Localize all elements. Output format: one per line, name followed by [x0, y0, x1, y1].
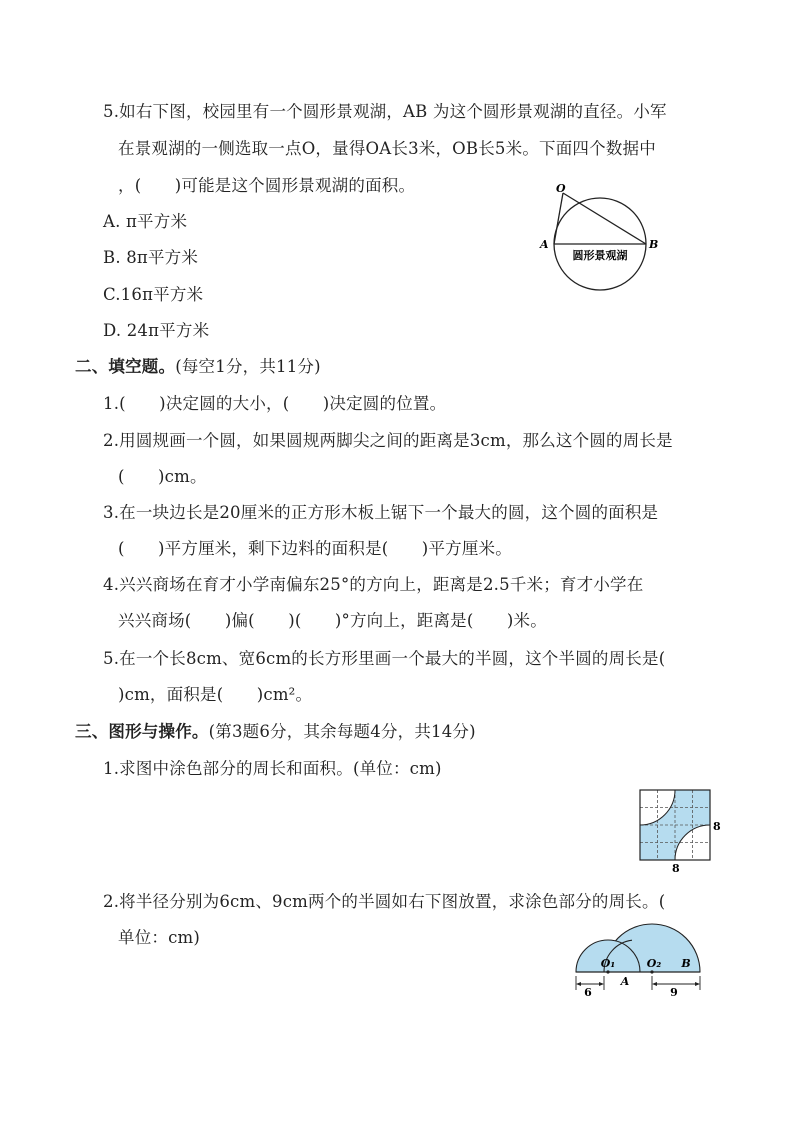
s2-q2-line-1: 2.用圆规画一个圆，如果圆规两脚尖之间的距离是3cm，那么这个圆的周长是 [103, 431, 673, 450]
q5-line-1: 5.如右下图，校园里有一个圆形景观湖，AB 为这个圆形景观湖的直径。小军 [103, 102, 667, 121]
q5-option-c: C.16π平方米 [103, 285, 204, 304]
s2-q4-line-1: 4.兴兴商场在育才小学南偏东25°的方向上，距离是2.5千米；育才小学在 [103, 575, 644, 594]
s2-q3-line-1: 3.在一块边长是20厘米的正方形木板上锯下一个最大的圆，这个圆的面积是 [103, 503, 659, 522]
radius-6-label: 6 [584, 986, 592, 998]
q5-line-3: ，( )可能是这个圆形景观湖的面积。 [118, 176, 416, 195]
label-o1: O₁ [600, 957, 616, 970]
bottom-length-label: 8 [672, 862, 680, 874]
label-o: O [556, 182, 566, 195]
s3-q2-line-1: 2.将半径分别为6cm、9cm两个的半圆如右下图放置，求涂色部分的周长。( [103, 892, 666, 911]
s2-q1: 1.( )决定圆的大小，( )决定圆的位置。 [103, 394, 447, 413]
side-length-label: 8 [713, 820, 721, 833]
radius-9-label: 9 [670, 986, 678, 998]
label-a: A [540, 238, 549, 251]
s2-q5-line-2: )cm，面积是( )cm²。 [118, 685, 313, 704]
s2-q5-line-1: 5.在一个长8cm、宽6cm的长方形里画一个最大的半圆，这个半圆的周长是( [103, 649, 666, 668]
label-o2: O₂ [646, 957, 662, 970]
section-2-heading [75, 353, 321, 377]
q5-option-a: A. π平方米 [103, 212, 188, 231]
section-3-title: 三、图形与操作。 [75, 722, 209, 741]
s3-q1: 1.求图中涂色部分的周长和面积。(单位：cm) [103, 759, 442, 778]
q5-line-2: 在景观湖的一侧选取一点O，量得OA长3米，OB长5米。下面四个数据中 [118, 139, 656, 158]
section-3-heading [75, 718, 476, 742]
s2-q2-line-2: ( )cm。 [118, 467, 207, 486]
section-2-note: (每空1分，共11分) [175, 357, 321, 376]
s2-q3-line-2: ( )平方厘米，剩下边料的面积是( )平方厘米。 [118, 539, 512, 558]
segment-ob [563, 193, 646, 244]
shaded-grid-figure [634, 786, 734, 874]
semicircles-figure [568, 918, 708, 998]
label-b-point: B [681, 957, 691, 970]
section-3-note: (第3题6分，其余每题4分，共14分) [208, 722, 476, 741]
s2-q4-line-2: 兴兴商场( )偏( )( )°方向上，距离是( )米。 [118, 611, 547, 630]
label-a-point: A [620, 975, 630, 988]
s3-q2-line-2: 单位：cm) [118, 928, 201, 947]
section-2-title: 二、填空题。 [75, 357, 176, 376]
q5-option-b: B. 8π平方米 [103, 248, 199, 267]
q5-option-d: D. 24π平方米 [103, 321, 210, 340]
lake-circle-figure [528, 178, 658, 293]
caption-lake: 圆形景观湖 [572, 249, 628, 262]
label-b: B [649, 238, 658, 251]
